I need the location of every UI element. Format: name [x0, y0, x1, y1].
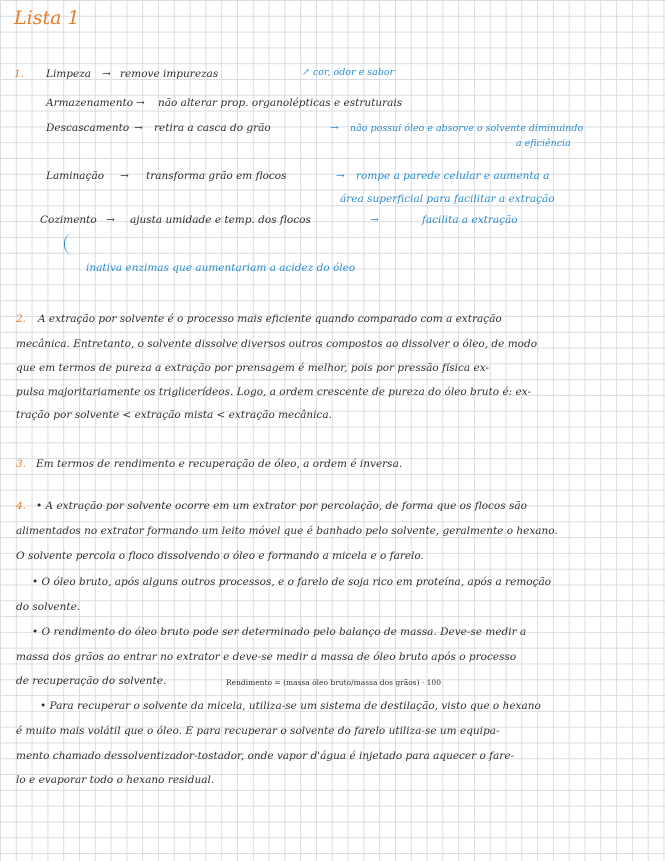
- arrow-icon: →: [106, 214, 115, 226]
- q1-cleaning-note: ↗ cor, odor e sabor: [302, 67, 395, 78]
- arrow-icon: →: [134, 122, 143, 134]
- arrow-icon: →: [336, 170, 345, 182]
- q1-term-limpeza: Limpeza: [46, 68, 92, 80]
- q1-desc-cozimento: ajusta umidade e temp. dos flocos: [130, 214, 311, 226]
- q4-line: mento chamado dessolventizador-tostador, onde vapor d'água é injetado para aquecer o fare-: [16, 750, 515, 762]
- q4-line: O solvente percola o floco dissolvendo o óleo e formando a micela e o farelo.: [16, 550, 424, 562]
- q1-note-laminacao-cont: área superficial para facilitar a extração: [340, 193, 555, 205]
- q4-line: massa dos grãos ao entrar no extrator e deve-se medir a massa de óleo bruto após o processo: [16, 651, 517, 663]
- q1-note-descascamento: não possui óleo e absorve o solvente diminuindo: [350, 123, 584, 134]
- q4-line: de recuperação do solvente.: [16, 675, 167, 687]
- q1-term-descascamento: Descascamento: [46, 122, 130, 134]
- q1-term-laminacao: Laminação: [46, 170, 105, 182]
- q2-number: 2.: [16, 313, 27, 325]
- arrow-icon: →: [102, 68, 111, 80]
- q4-line: é muito mais volátil que o óleo. E para recuperar o solvente do farelo utiliza-se um equipa-: [16, 725, 500, 737]
- q1-term-armazenamento: Armazenamento: [46, 97, 134, 109]
- q3-number: 3.: [16, 458, 27, 470]
- q2-line: tração por solvente < extração mista < extração mecânica.: [16, 409, 333, 421]
- q1-note-cozimento-enzimas: inativa enzimas que aumentariam a acidez do óleo: [86, 262, 356, 274]
- q1-desc-limpeza: remove impurezas: [120, 68, 219, 80]
- q2-line: pulsa majoritariamente os triglicerídeos. Logo, a ordem crescente de pureza do óleo bruto é: ex-: [16, 386, 532, 398]
- arrow-icon: →: [330, 122, 339, 134]
- q1-number: 1.: [14, 68, 25, 80]
- arrow-icon: →: [120, 170, 129, 182]
- page-title: Lista 1: [14, 7, 80, 29]
- arrow-icon: →: [136, 97, 145, 109]
- q1-desc-descascamento: retira a casca do grão: [154, 122, 271, 134]
- q4-line: • A extração por solvente ocorre em um extrator por percolação, de forma que os flocos são: [36, 500, 527, 512]
- q1-note-laminacao: rompe a parede celular e aumenta a: [356, 170, 550, 182]
- q4-line: • O rendimento do óleo bruto pode ser determinado pelo balanço de massa. Deve-se medir a: [32, 626, 527, 638]
- q4-line: do solvente.: [16, 601, 81, 613]
- q1-desc-laminacao: transforma grão em flocos: [146, 170, 287, 182]
- q4-yield-formula: Rendimento = (massa óleo bruto/massa dos grãos) · 100: [226, 678, 441, 687]
- arrow-icon: →: [370, 214, 379, 226]
- q4-number: 4.: [16, 500, 27, 512]
- q2-line: A extração por solvente é o processo mais eficiente quando comparado com a extração: [38, 313, 502, 325]
- q1-term-cozimento: Cozimento: [40, 214, 97, 226]
- q2-line: que em termos de pureza a extração por prensagem é melhor, pois por pressão física ex-: [16, 362, 489, 374]
- q4-line: • Para recuperar o solvente da micela, utiliza-se um sistema de destilação, visto que o hexano: [40, 700, 541, 712]
- curved-arrow-icon: [64, 233, 75, 255]
- q4-line: alimentados no extrator formando um leito móvel que é banhado pelo solvente, geralmente o hexano.: [16, 525, 558, 537]
- q4-line: • O óleo bruto, após alguns outros processos, e o farelo de soja rico em proteína, após a remoção: [32, 576, 552, 588]
- q1-note-descascamento-cont: a eficiência: [516, 138, 571, 149]
- q4-line: lo e evaporar todo o hexano residual.: [16, 774, 215, 786]
- q2-line: mecânica. Entretanto, o solvente dissolve diversos outros compostos ao dissolver o óleo, de modo: [16, 338, 538, 350]
- q1-desc-armazenamento: não alterar prop. organolépticas e estruturais: [158, 97, 403, 109]
- q1-note-cozimento: facilita a extração: [422, 214, 518, 226]
- q3-text: Em termos de rendimento e recuperação de óleo, a ordem é inversa.: [36, 458, 403, 470]
